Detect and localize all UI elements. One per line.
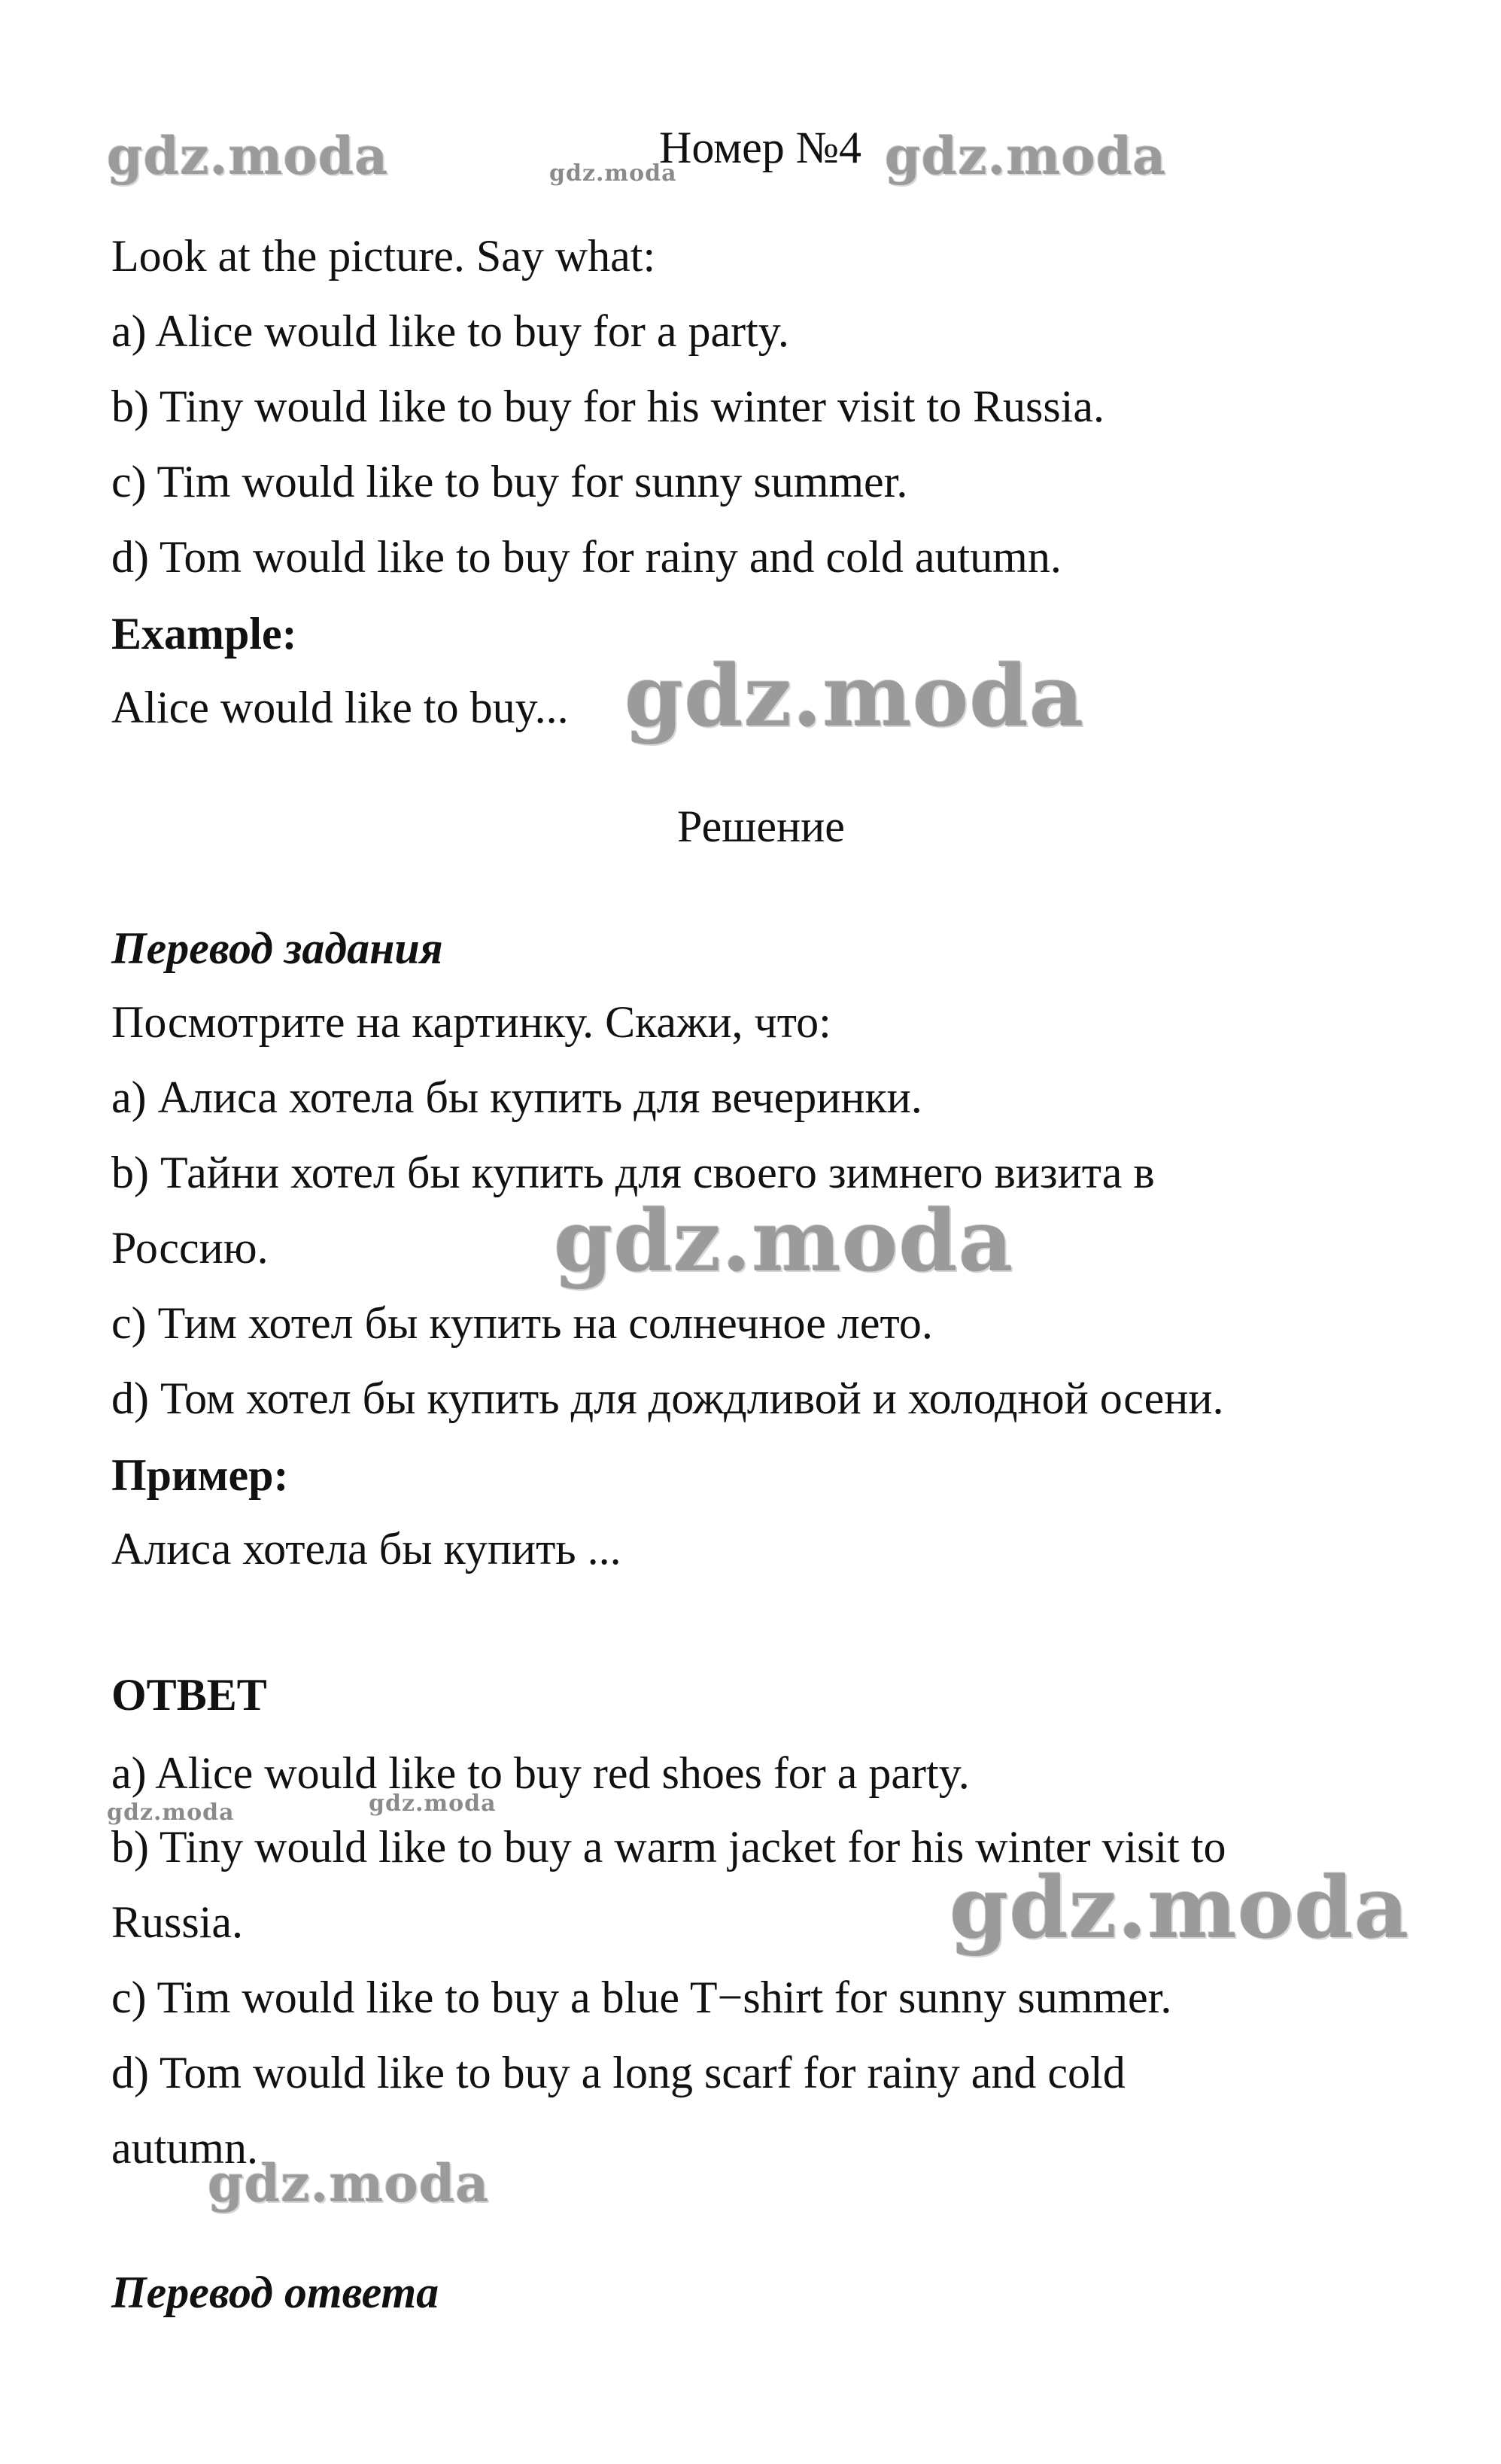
answer-translation-heading: Перевод ответа xyxy=(111,2268,439,2317)
translation-example-text: Алиса хотела бы купить ... xyxy=(111,1524,621,1574)
watermark-logo: gdz.moda xyxy=(624,647,1085,746)
task-item-c: c) Tim would like to buy for sunny summer. xyxy=(111,457,908,506)
translation-item-a: a) Алиса хотела бы купить для вечеринки. xyxy=(111,1072,922,1122)
watermark-logo: gdz.moda xyxy=(950,1859,1410,1958)
watermark-logo: gdz.moda xyxy=(208,2154,490,2214)
answer-heading: ОТВЕТ xyxy=(111,1670,267,1720)
task-item-d: d) Tom would like to buy for rainy and cold autumn. xyxy=(111,532,1062,582)
watermark-logo: gdz.moda xyxy=(369,1790,497,1817)
translation-item-b: b) Тайни хотел бы купить для своего зимнего визита в xyxy=(111,1148,1155,1197)
translation-example-label: Пример: xyxy=(111,1450,289,1500)
translation-intro: Посмотрите на картинку. Скажи, что: xyxy=(111,997,831,1047)
answer-line-b-cont: Russia. xyxy=(111,1897,244,1947)
task-item-a: a) Alice would like to buy for a party. xyxy=(111,306,789,356)
watermark-logo: gdz.moda xyxy=(549,160,677,187)
task-intro: Look at the picture. Say what: xyxy=(111,231,656,281)
solution-heading: Решение xyxy=(677,802,845,851)
answer-line-a: a) Alice would like to buy red shoes for a party. xyxy=(111,1748,970,1798)
translation-item-b-cont: Россию. xyxy=(111,1223,269,1273)
watermark-logo: gdz.moda xyxy=(107,126,389,187)
answer-line-d-cont: autumn. xyxy=(111,2123,258,2173)
watermark-logo: gdz.moda xyxy=(107,1799,235,1826)
task-item-b: b) Tiny would like to buy for his winter visit to Russia. xyxy=(111,382,1105,431)
answer-line-d: d) Tom would like to buy a long scarf for rainy and cold xyxy=(111,2048,1126,2097)
watermark-logo: gdz.moda xyxy=(885,126,1167,187)
example-label: Example: xyxy=(111,609,297,659)
page-title: Номер №4 xyxy=(659,123,862,172)
translation-item-d: d) Том хотел бы купить для дождливой и холодной осени. xyxy=(111,1373,1224,1423)
answer-line-c: c) Tim would like to buy a blue T−shirt for sunny summer. xyxy=(111,1973,1172,2022)
example-text: Alice would like to buy... xyxy=(111,683,569,732)
translation-item-c: c) Тим хотел бы купить на солнечное лето. xyxy=(111,1298,933,1348)
translation-heading: Перевод задания xyxy=(111,923,443,973)
watermark-logo: gdz.moda xyxy=(554,1192,1014,1291)
answer-line-b: b) Tiny would like to buy a warm jacket for his winter visit to xyxy=(111,1822,1226,1872)
